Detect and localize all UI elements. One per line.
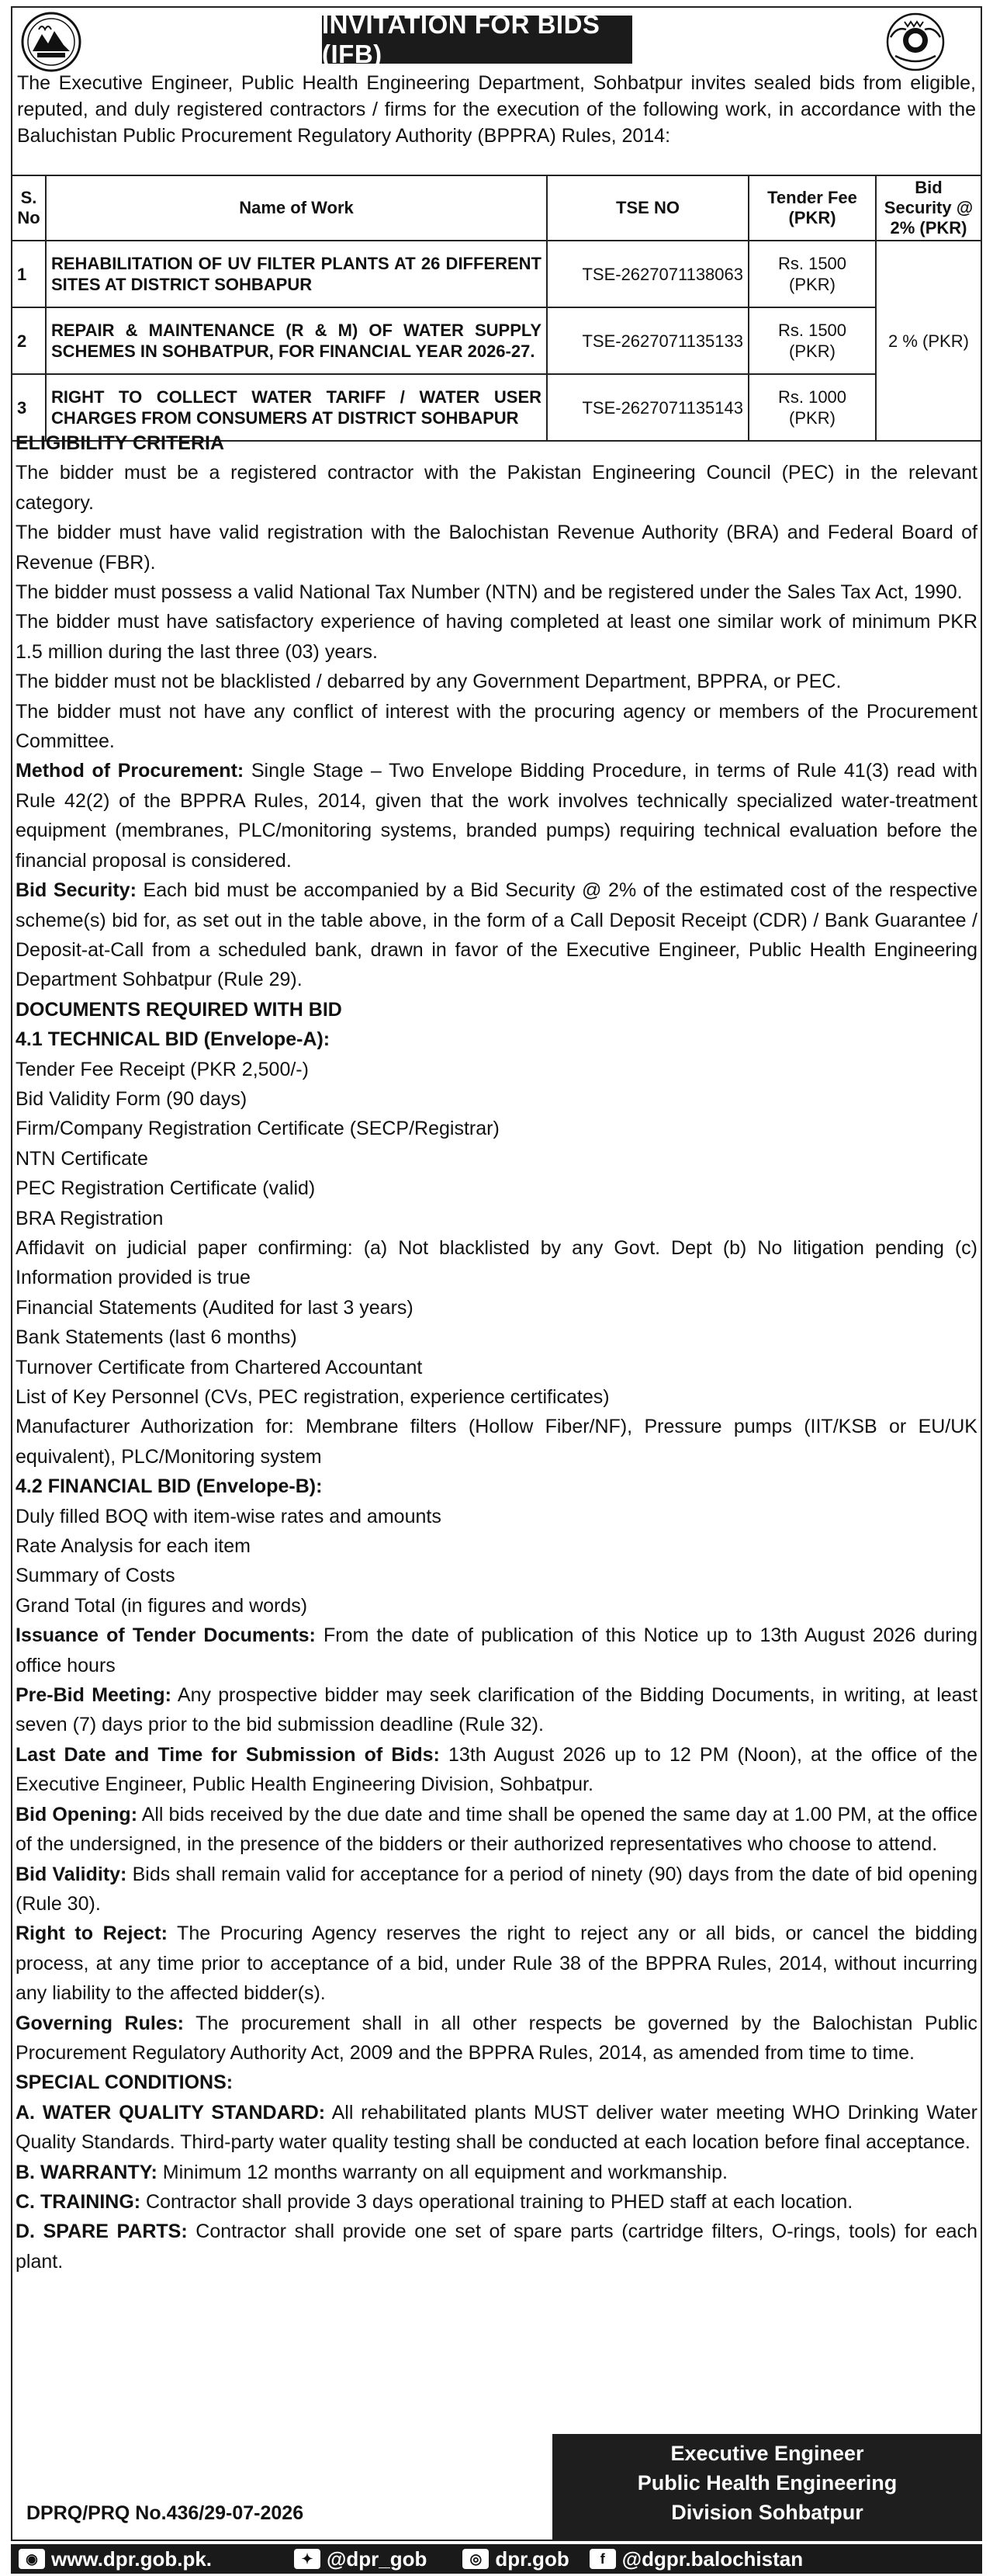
- clause-bid-opening: [16, 1800, 977, 1860]
- clause-label: Last Date and Time for Submission of Bids:: [16, 1743, 440, 1766]
- technical-doc-item: Affidavit on judicial paper confirming: (a) Not blacklisted by any Govt. Dept (b) No litigation pending (c) Information provided is true: [16, 1236, 977, 1289]
- clause-bid-validity: [16, 1860, 977, 1919]
- eligibility-item: The bidder must have valid registration with the Balochistan Revenue Authority (BRA) and Federal Board of Revenue (FBR).: [16, 522, 977, 574]
- technical-doc-item: Firm/Company Registration Certificate (SECP/Registrar): [16, 1118, 500, 1140]
- clause-label: B. WARRANTY:: [16, 2161, 157, 2183]
- row-tse-no: TSE-2627071138063: [547, 241, 749, 307]
- row-work-name: REHABILITATION OF UV FILTER PLANTS AT 26 DIFFERENT SITES AT DISTRICT SOHBAPUR: [46, 241, 547, 307]
- row-work-name: REPAIR & MAINTENANCE (R & M) OF WATER SUPPLY SCHEMES IN SOHBATPUR, FOR FINANCIAL YEAR 2026-27.: [46, 307, 547, 374]
- government-emblem-logo: [20, 11, 82, 73]
- eligibility-item: The bidder must have satisfactory experience of having completed at least one similar work of minimum PKR 1.5 million during the last three (03) years.: [16, 611, 977, 663]
- clause-text: Contractor shall provide one set of spare parts (cartridge filters, O-rings, tools) for each plant.: [16, 2221, 977, 2273]
- clause-label: D. SPARE PARTS:: [16, 2221, 188, 2243]
- eligibility-heading: ELIGIBILITY CRITERIA: [16, 432, 224, 454]
- clause-label: Governing Rules:: [16, 2012, 184, 2034]
- eligibility-item: The bidder must possess a valid National Tax Number (NTN) and be registered under the Sales Tax Act, 1990.: [16, 581, 963, 604]
- table-row: [12, 241, 981, 307]
- row-sno: 1: [12, 241, 46, 307]
- clause-text: All rehabilitated plants MUST deliver water meeting WHO Drinking Water Quality Standards. Third-party water quality testing shall be conducted at each location before final acceptance.: [16, 2101, 977, 2154]
- eligibility-item: The bidder must be a registered contractor with the Pakistan Engineering Council (PEC) in the relevant category.: [16, 462, 977, 514]
- clause-label: C. TRAINING:: [16, 2190, 141, 2213]
- instagram-handle[interactable]: dpr.gob: [495, 2547, 569, 2571]
- technical-bid-heading: 4.1 TECHNICAL BID (Envelope-A):: [16, 1028, 330, 1051]
- special-condition: [16, 2187, 977, 2217]
- footer-instagram[interactable]: [462, 2547, 569, 2571]
- clause-text: Each bid must be accompanied by a Bid Security @ 2% of the estimated cost of the respective scheme(s) bid for, as set out in the table above, in the form of a Call Deposit Receipt (CDR) / Bank Guarantee / Deposit-at-Call from a scheduled bank, drawn in favor of the Executive Engineer, Public Health Engineering Department Sohbatpur (Rule 29).: [16, 879, 977, 991]
- clause-label: Issuance of Tender Documents:: [16, 1624, 316, 1647]
- notice-title: INVITATION FOR BIDS (IFB): [322, 16, 632, 64]
- header-bid-security: Bid Security @ 2% (PKR): [876, 175, 981, 241]
- special-condition: [16, 2158, 977, 2187]
- technical-doc-item: Financial Statements (Audited for last 3 years): [16, 1296, 413, 1319]
- technical-doc-item: BRA Registration: [16, 1207, 164, 1229]
- signature-line: Division Sohbatpur: [671, 2501, 863, 2524]
- row-tse-no: TSE-2627071135133: [547, 307, 749, 374]
- header-tender-fee: Tender Fee (PKR): [749, 175, 876, 241]
- facebook-icon: f: [590, 2549, 616, 2569]
- footer-website[interactable]: [19, 2547, 212, 2571]
- clause-pre-bid: [16, 1680, 977, 1740]
- table-row: [12, 307, 981, 374]
- clause-issuance: [16, 1621, 977, 1680]
- clause-governing-rules: [16, 2009, 977, 2068]
- clause-text: Minimum 12 months warranty on all equipment and workmanship.: [157, 2161, 728, 2183]
- technical-doc-item: Bank Statements (last 6 months): [16, 1326, 297, 1349]
- clause-text: Any prospective bidder may seek clarification of the Bidding Documents, in writing, at least seven (7) days prior to the bid submission deadline (Rule 32).: [16, 1684, 977, 1736]
- technical-doc-item: PEC Registration Certificate (valid): [16, 1177, 316, 1200]
- header-name-of-work: Name of Work: [46, 175, 547, 241]
- website-link[interactable]: www.dpr.gob.pk.: [51, 2547, 213, 2571]
- footer-bar: [11, 2544, 982, 2574]
- financial-doc-item: Summary of Costs: [16, 1565, 175, 1587]
- notice-body: [16, 428, 977, 2276]
- header-sno: S. No: [12, 175, 46, 241]
- footer-twitter[interactable]: [294, 2547, 427, 2571]
- clause-text: From the date of publication of this Notice up to 13th August 2026 during office hours: [16, 1624, 977, 1676]
- signature-line: Public Health Engineering: [637, 2471, 898, 2495]
- clause-text: The Procuring Agency reserves the right to reject any or all bids, or cancel the bidding process, at any time prior to acceptance of a bid, under Rule 38 of the BPPRA Rules, 2014, without incurring any liability to the affected bidder(s).: [16, 1922, 977, 2005]
- signature-block: [552, 2434, 982, 2541]
- reference-number: DPRQ/PRQ No.436/29-07-2026: [26, 2502, 304, 2524]
- eligibility-item: The bidder must not have any conflict of interest with the procuring agency or members of the Procurement Committee.: [16, 700, 977, 753]
- row-tender-fee: Rs. 1000 (PKR): [749, 374, 876, 441]
- row-sno: 3: [12, 374, 46, 441]
- row-tender-fee: Rs. 1500 (PKR): [749, 307, 876, 374]
- header-tse-no: TSE NO: [547, 175, 749, 241]
- eligibility-item: The bidder must not be blacklisted / debarred by any Government Department, BPPRA, or PEC.: [16, 671, 842, 693]
- clause-text: The procurement shall in all other respects be governed by the Balochistan Public Procurement Regulatory Authority Act, 2009 and the BPPRA Rules, 2014, as amended from time to time.: [16, 2012, 977, 2064]
- clause-label: Right to Reject:: [16, 1922, 168, 1945]
- twitter-icon: ✦: [294, 2549, 320, 2569]
- bid-security-value: 2 % (PKR): [876, 241, 981, 441]
- technical-doc-item: Bid Validity Form (90 days): [16, 1087, 247, 1110]
- clause-label: Bid Validity:: [16, 1863, 127, 1885]
- facebook-handle[interactable]: @dgpr.balochistan: [621, 2547, 804, 2571]
- clause-right-to-reject: [16, 1919, 977, 2008]
- clause-label: Bid Opening:: [16, 1803, 138, 1825]
- technical-doc-item: List of Key Personnel (CVs, PEC registration, experience certificates): [16, 1386, 610, 1408]
- financial-doc-item: Duly filled BOQ with item-wise rates and amounts: [16, 1505, 441, 1527]
- intro-paragraph: The Executive Engineer, Public Health Engineering Department, Sohbatpur invites sealed bids from eligible, reputed, and duly registered contractors / firms for the execution of the following work, in accordance with the Baluchistan Public Procurement Regulatory Authority (BPPRA) Rules, 2014:: [17, 72, 976, 147]
- technical-doc-item: Turnover Certificate from Chartered Accountant: [16, 1356, 423, 1378]
- clause-text: Single Stage – Two Envelope Bidding Procedure, in terms of Rule 41(3) read with Rule 42(2) of the BPPRA Rules, 2014, given that the work involves technically specialized water-treatment equipment (membranes, PLC/monitoring systems, branded pumps) requiring technical evaluation before the financial proposal is considered.: [16, 760, 977, 872]
- clause-text: All bids received by the due date and time shall be opened the same day at 1.00 PM, at the office of the undersigned, in the presence of the bidders or their authorized representatives who choose to attend.: [16, 1803, 977, 1856]
- financial-doc-item: Grand Total (in figures and words): [16, 1594, 308, 1617]
- clause-submission: [16, 1740, 977, 1800]
- row-tender-fee: Rs. 1500 (PKR): [749, 241, 876, 307]
- clause-text: Bids shall remain valid for acceptance for a period of ninety (90) days from the date of bid opening (Rule 30).: [16, 1863, 977, 1915]
- bid-security-clause: [16, 875, 977, 995]
- method-of-procurement: [16, 756, 977, 875]
- clause-label: Method of Procurement:: [16, 760, 244, 782]
- instagram-icon: ◎: [462, 2549, 489, 2569]
- clause-label: Bid Security:: [16, 879, 137, 902]
- bid-table: [11, 175, 982, 442]
- financial-bid-heading: 4.2 FINANCIAL BID (Envelope-B):: [16, 1475, 323, 1498]
- clause-label: A. WATER QUALITY STANDARD:: [16, 2101, 326, 2124]
- row-work-name: RIGHT TO COLLECT WATER TARIFF / WATER USER CHARGES FROM CONSUMERS AT DISTRICT SOHBAPUR: [46, 374, 547, 441]
- clause-label: Pre-Bid Meeting:: [16, 1684, 171, 1707]
- clause-text: Contractor shall provide 3 days operational training to PHED staff at each location.: [140, 2190, 853, 2213]
- row-tse-no: TSE-2627071135143: [547, 374, 749, 441]
- special-conditions-heading: SPECIAL CONDITIONS:: [16, 2072, 234, 2094]
- financial-doc-item: Rate Analysis for each item: [16, 1535, 251, 1558]
- footer-facebook[interactable]: [590, 2547, 803, 2571]
- special-condition: [16, 2217, 977, 2276]
- technical-doc-item: Tender Fee Receipt (PKR 2,500/-): [16, 1058, 309, 1080]
- clause-text: 13th August 2026 up to 12 PM (Noon), at the office of the Executive Engineer, Public Health Engineering Division, Sohbatpur.: [16, 1743, 978, 1796]
- twitter-handle[interactable]: @dpr_gob: [327, 2547, 427, 2571]
- technical-doc-item: Manufacturer Authorization for: Membrane filters (Hollow Fiber/NF), Pressure pumps (IIT/KSB or EU/UK equivalent), PLC/Monitoring system: [16, 1416, 977, 1468]
- bid-table-header-row: [12, 175, 981, 241]
- row-sno: 2: [12, 307, 46, 374]
- department-seal-logo: [884, 11, 946, 73]
- special-condition: [16, 2098, 977, 2158]
- globe-icon: ◉: [19, 2549, 45, 2569]
- documents-heading: DOCUMENTS REQUIRED WITH BID: [16, 998, 342, 1021]
- technical-doc-item: NTN Certificate: [16, 1147, 148, 1170]
- signature-line: Executive Engineer: [670, 2442, 864, 2465]
